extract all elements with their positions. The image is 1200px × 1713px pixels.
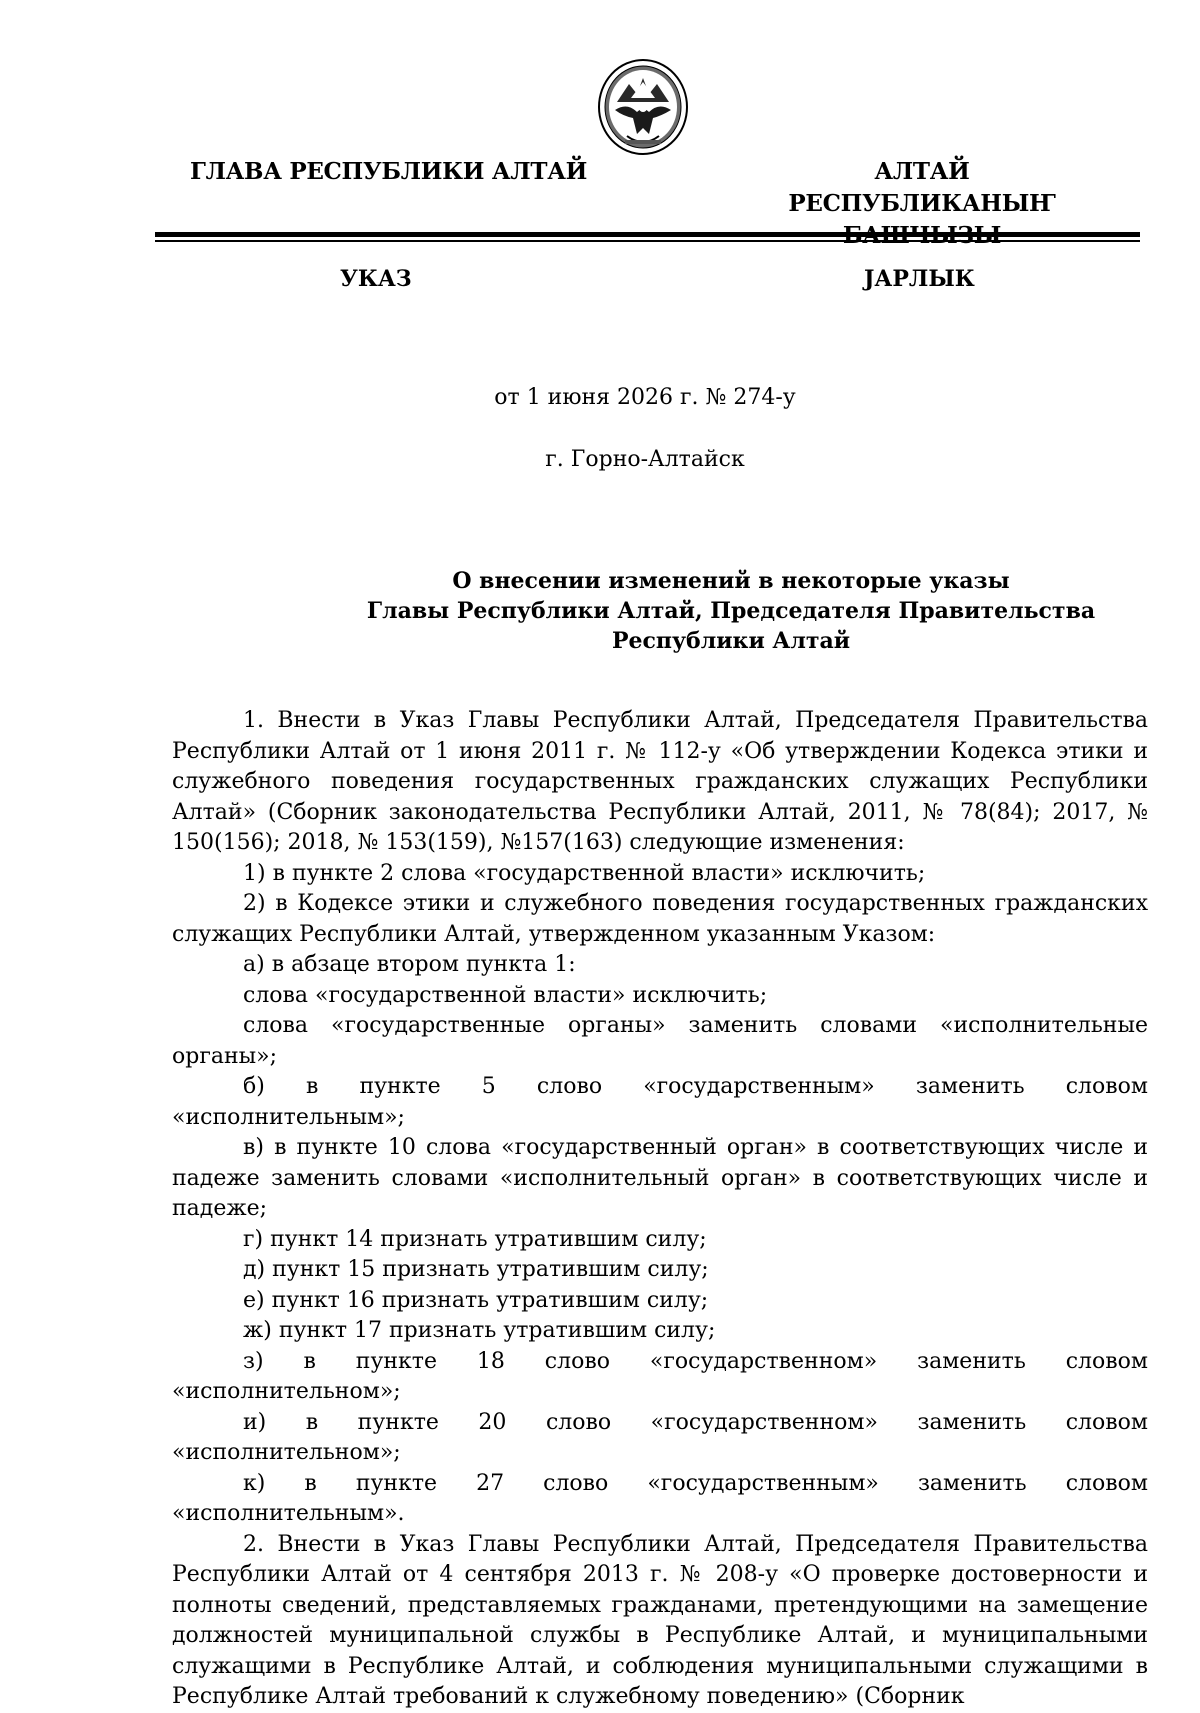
body-paragraph: 2. Внести в Указ Главы Республики Алтай, Председателя Правительства Республики Алтай от 4 сентября 2013 г. № 208-у «О проверке достоверности и полноты сведений, представляемых гражданами, претендующими на замещение должностей муниципальной службы в Республике Алтай, и муниципальными служащими в Республике Алтай, и соблюдения муниципальными служащими в Республике Алтай требований к служебному поведению» (Сборник bbox=[172, 1531, 1148, 1709]
doc-title bbox=[170, 566, 1200, 656]
body-paragraph: к) в пункте 27 слово «государственным» заменить словом «исполнительным». bbox=[172, 1470, 1148, 1526]
republic-of-altai-coat-of-arms-icon bbox=[597, 58, 689, 156]
body-paragraph: слова «государственной власти» исключить; bbox=[243, 982, 768, 1008]
body-paragraph: г) пункт 14 признать утратившим силу; bbox=[243, 1226, 707, 1252]
body-paragraph: 1) в пункте 2 слова «государственной власти» исключить; bbox=[243, 860, 926, 886]
body-paragraph: а) в абзаце втором пункта 1: bbox=[243, 952, 576, 977]
body-paragraph: в) в пункте 10 слова «государственный орган» в соответствующих числе и падеже заменить словами «исполнительный орган» в соответствующих числе и падеже; bbox=[172, 1135, 1148, 1221]
doc-type-russian: УКАЗ bbox=[340, 266, 412, 292]
doc-city: г. Горно-Алтайск bbox=[545, 447, 745, 472]
doc-type-altai: ЈАРЛЫК bbox=[864, 266, 975, 292]
body-paragraph: слова «государственные органы» заменить словами «исполнительные органы»; bbox=[172, 1013, 1148, 1069]
body-paragraph: 2) в Кодексе этики и служебного поведения государственных гражданских служащих Республики Алтай, утвержденном указанным Указом: bbox=[172, 891, 1148, 947]
doc-body bbox=[172, 706, 1148, 1713]
body-paragraph: е) пункт 16 признать утратившим силу; bbox=[243, 1287, 709, 1313]
body-paragraph: з) в пункте 18 слово «государственном» заменить словом «исполнительном»; bbox=[172, 1348, 1148, 1404]
body-paragraph: ж) пункт 17 признать утратившим силу; bbox=[243, 1318, 716, 1343]
doc-date-number: от 1 июня 2026 г. № 274-у bbox=[494, 385, 796, 410]
header-rule-thick bbox=[155, 232, 1140, 237]
body-paragraph: 1. Внести в Указ Главы Республики Алтай, Председателя Правительства Республики Алтай от 1 июня 2011 г. № 112-у «Об утверждении Кодекса этики и служебного поведения государственных гражданских служащих Республики Алтай» (Сборник законодательства Республики Алтай, 2011, № 78(84); 2017, № 150(156); 2018, № 153(159), №157(163) следующие изменения: bbox=[172, 708, 1148, 855]
doc-title-line1: О внесении изменений в некоторые указы bbox=[452, 568, 1010, 594]
doc-title-line3: Республики Алтай bbox=[611, 628, 851, 654]
body-paragraph: д) пункт 15 признать утратившим силу; bbox=[243, 1257, 709, 1282]
org-name-altai-line1: АЛТАЙ РЕСПУБЛИКАНЫҤ bbox=[788, 158, 1056, 217]
body-paragraph: б) в пункте 5 слово «государственным» заменить словом «исполнительным»; bbox=[172, 1074, 1148, 1130]
doc-title-line2: Главы Республики Алтай, Председателя Правительства bbox=[366, 598, 1096, 624]
body-paragraph: и) в пункте 20 слово «государственном» заменить словом «исполнительном»; bbox=[172, 1409, 1148, 1465]
header-rule-thin bbox=[155, 240, 1140, 242]
org-name-russian: ГЛАВА РЕСПУБЛИКИ АЛТАЙ bbox=[190, 158, 588, 185]
org-name-altai bbox=[752, 156, 1092, 252]
